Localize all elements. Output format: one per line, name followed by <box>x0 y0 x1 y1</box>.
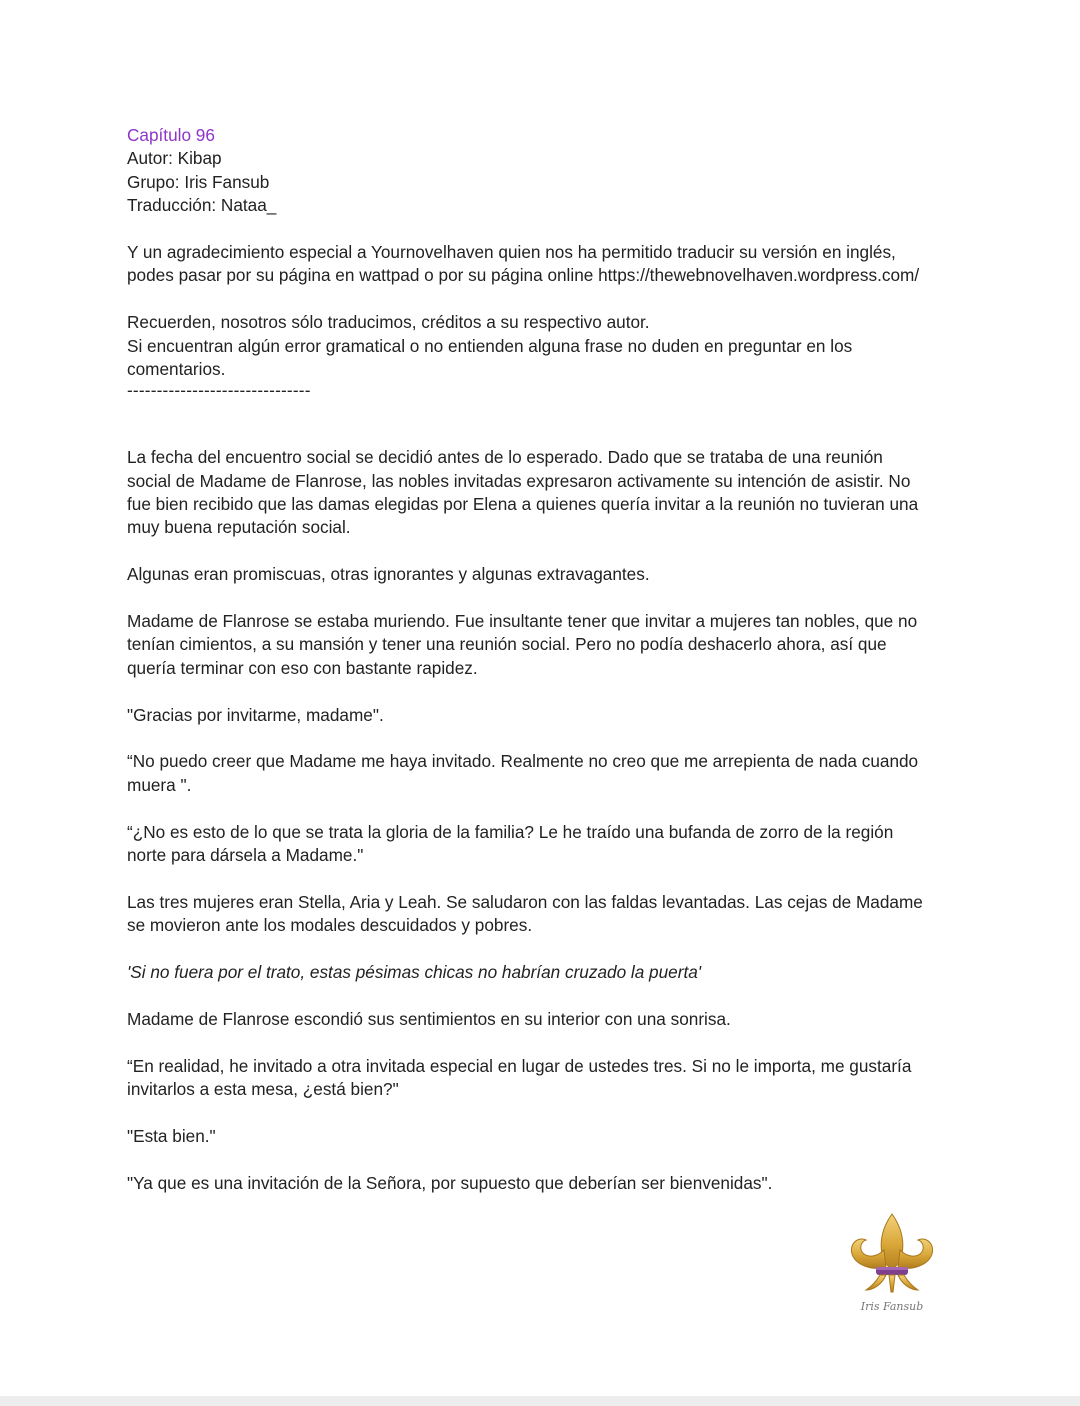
text-line: Algunas eran promiscuas, otras ignorantes y algunas extravagantes. <box>127 564 650 585</box>
group-line: Grupo: Iris Fansub <box>127 171 270 192</box>
story-paragraph-3 <box>127 610 957 680</box>
story-paragraph-6 <box>127 821 957 868</box>
notice-line: Recuerden, nosotros sólo traducimos, créditos a su respectivo autor. <box>127 312 650 333</box>
text-line: “No puedo creer que Madame me haya invitado. Realmente no creo que me arrepienta de nada cuando <box>127 751 919 772</box>
text-line: "Ya que es una invitación de la Señora, por supuesto que deberían ser bienvenidas". <box>127 1172 773 1193</box>
text-line: Madame de Flanrose escondió sus sentimientos en su interior con una sonrisa. <box>127 1008 731 1029</box>
text-line: quería terminar con eso con bastante rapidez. <box>127 657 478 678</box>
notice-line: Si encuentran algún error gramatical o no entienden alguna frase no duden en preguntar en los <box>127 335 853 356</box>
bottom-bar <box>0 1396 1080 1406</box>
translation-line: Traducción: Nataa_ <box>127 195 277 216</box>
text-line: 'Si no fuera por el trato, estas pésimas chicas no habrían cruzado la puerta' <box>127 962 702 983</box>
story-paragraph-9 <box>127 1008 957 1031</box>
thanks-paragraph <box>127 241 957 288</box>
story-paragraph-11 <box>127 1125 957 1148</box>
story-paragraph-7 <box>127 891 957 938</box>
thanks-line: podes pasar por su página en wattpad o por su página online https://thewebnovelhaven.wordpress.com/ <box>127 265 920 286</box>
text-line: Madame de Flanrose se estaba muriendo. Fue insultante tener que invitar a mujeres tan nobles, que no <box>127 611 918 632</box>
thanks-line: Y un agradecimiento especial a Yournovelhaven quien nos ha permitido traducir su versión en inglés, <box>127 242 896 263</box>
text-line: La fecha del encuentro social se decidió antes de lo esperado. Dado que se trataba de una reunión <box>127 447 883 468</box>
text-line: se movieron ante los modales descuidados y pobres. <box>127 915 533 936</box>
notice-line: comentarios. <box>127 359 226 380</box>
text-line: fue bien recibido que las damas elegidas por Elena a quienes quería invitar a la reunión no tuvieran una <box>127 494 919 515</box>
text-line: Las tres mujeres eran Stella, Aria y Leah. Se saludaron con las faldas levantadas. Las cejas de Madame <box>127 891 923 912</box>
text-line: muera ". <box>127 774 192 795</box>
story-paragraph-5 <box>127 750 957 797</box>
story-paragraph-10 <box>127 1055 957 1102</box>
story-paragraph-12 <box>127 1172 957 1195</box>
text-line: tenían cimientos, a su mansión y tener una reunión social. Pero no podía deshacerlo ahora, así que <box>127 634 887 655</box>
story-paragraph-4 <box>127 704 957 727</box>
iris-fansub-logo <box>842 1210 942 1325</box>
text-line: social de Madame de Flanrose, las nobles invitadas expresaron activamente su intención de asistir. No <box>127 470 911 491</box>
text-line: invitarlos a esta mesa, ¿está bien?" <box>127 1079 399 1100</box>
text-line: “En realidad, he invitado a otra invitada especial en lugar de ustedes tres. Si no le importa, me gustaría <box>127 1055 912 1076</box>
fleur-de-lis-icon <box>842 1210 942 1302</box>
notice-paragraph <box>127 311 957 381</box>
text-line: "Esta bien." <box>127 1125 216 1146</box>
author-line: Autor: Kibap <box>127 148 222 169</box>
chapter-title: Capítulo 96 <box>127 125 215 145</box>
text-line: norte para dársela a Madame." <box>127 845 364 866</box>
document-page <box>127 124 957 1195</box>
logo-signature: Iris Fansub <box>860 1300 924 1313</box>
separator-line: ------------------------------- <box>127 380 311 401</box>
story-paragraph-2 <box>127 563 957 586</box>
text-line: “¿No es esto de lo que se trata la gloria de la familia? Le he traído una bufanda de zorro de la región <box>127 821 894 842</box>
story-paragraph-8-thought <box>127 961 957 984</box>
story-paragraph-1 <box>127 446 957 540</box>
text-line: muy buena reputación social. <box>127 517 351 538</box>
text-line: "Gracias por invitarme, madame". <box>127 704 384 725</box>
